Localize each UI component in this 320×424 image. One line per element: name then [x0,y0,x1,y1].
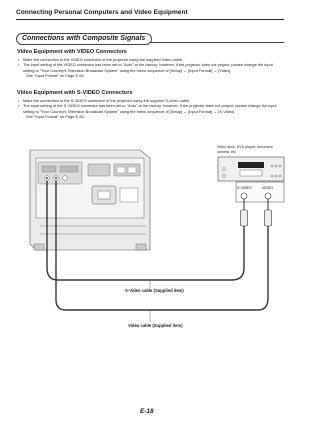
svideo-cable-label: S-Video cable (Supplied item) [125,288,184,293]
video-device-illustration [218,157,284,210]
projector-video-jack [55,177,57,179]
list-item: See "Input Format" on Page E-52. [26,73,85,79]
list-item: • The input setting of the VIDEO connector has been set to "Auto" at the factory; however, if the projector does not project, please change the input setting to "Your Country's Television Broadcast System" using the menu sequence of [Setup] → [Input Format] → [Video]. [18,62,273,73]
svideo-heading: Video Equipment with S-VIDEO Connectors [17,90,133,96]
list-item: • The input setting of the S-VIDEO connector has been set to "Auto" at the factory; however, if the projector does not project, please change the input setting to "Your Country's Television Broadcast System" using the menu sequence of [Setup] → [Input Format] → [S-Video]. [18,103,277,114]
video-heading: Video Equipment with VIDEO Connectors [17,49,127,55]
list-item: • Make the connection to the S-VIDEO connector of the projector using the supplied S-video cable. [18,98,191,103]
projector-illustration [30,150,150,250]
video-cable-label: Video cable (Supplied item) [128,323,183,328]
device-caption-line-1: Video deck, DVD player, document [217,145,273,149]
video-plug [265,210,272,226]
projector-svideo-jack [46,177,48,179]
svideo-port-label: S-VIDEO [237,186,252,190]
list-item: See "Input Format" on Page E-52. [26,114,85,120]
list-item: • Make the connection to the VIDEO connector of the projector using the supplied Video cable. [18,57,183,62]
device-caption-line-2: camera, etc. [217,150,237,154]
page-number: E-18 [140,408,154,415]
video-port-label: VIDEO [262,186,274,190]
section-title: Connections with Composite Signals [16,33,152,45]
svideo-plug [241,210,248,226]
page-header-title: Connecting Personal Computers and Video Equipment [16,9,188,16]
